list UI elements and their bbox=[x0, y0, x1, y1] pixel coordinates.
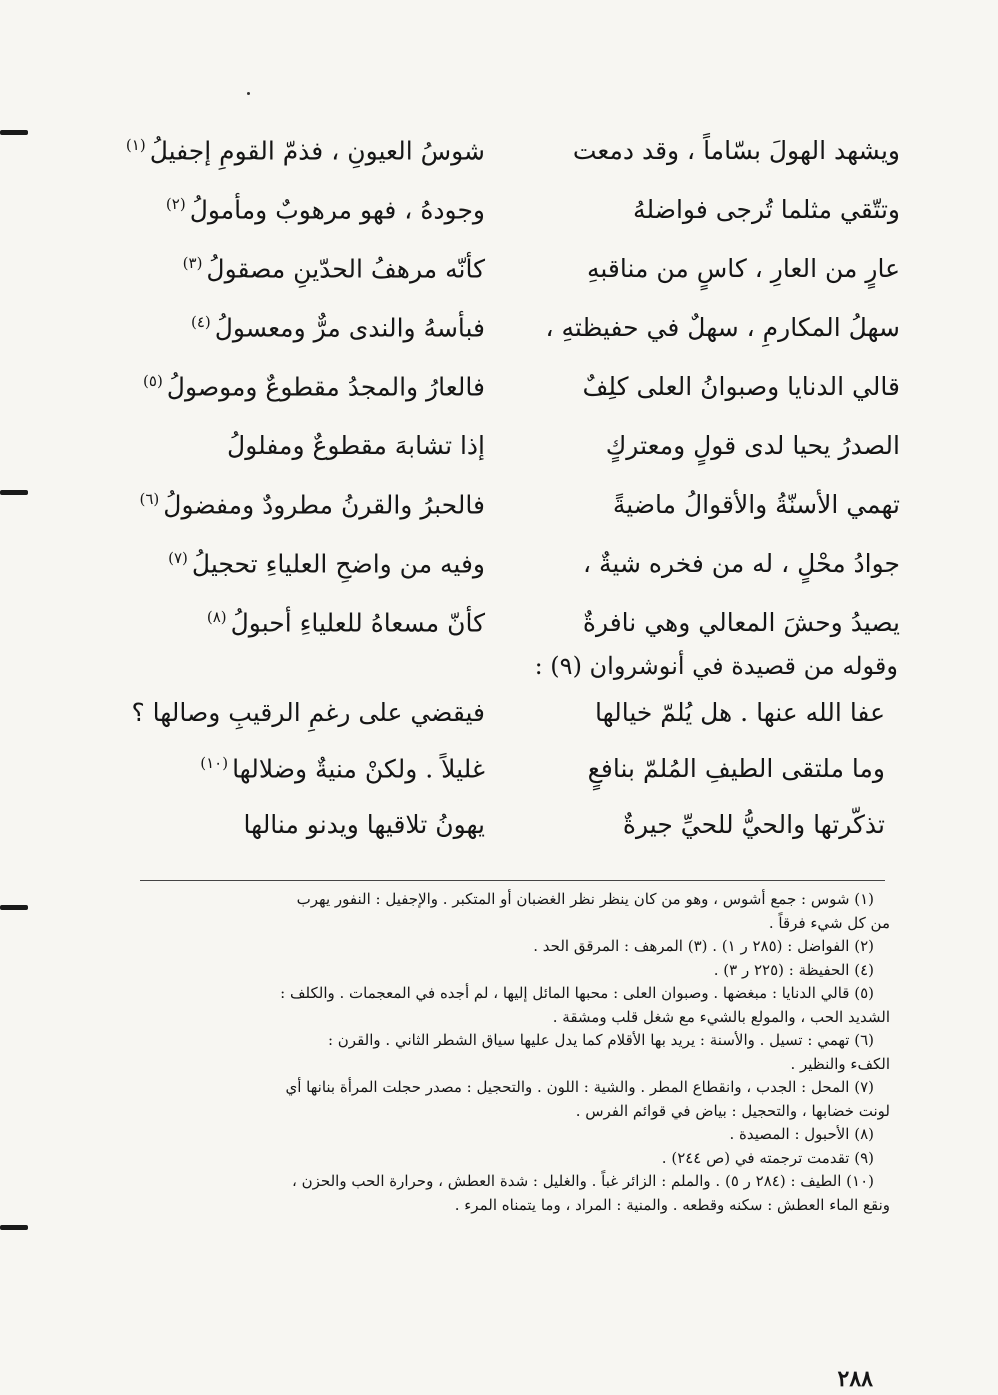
verse-first-hemistich: عارٍ من العارِ ، كاسٍ من مناقبهِ bbox=[586, 254, 900, 284]
footnote-line: لونت خضابها ، والتحجيل : بياض في قوائم الفرس . bbox=[575, 1101, 890, 1120]
footnote-ref: (١٠) bbox=[200, 754, 229, 772]
footnote-line: (١) شوس : جمع أشوس ، وهو من كان ينظر نظر الغضبان أو المتكبر . والإجفيل : النفور يهرب bbox=[296, 890, 874, 908]
footnote-ref: (٨) bbox=[206, 608, 227, 626]
verse-second-hemistich bbox=[150, 812, 485, 837]
footnote-line: من كل شيء فرقاً . bbox=[768, 913, 890, 932]
margin-mark bbox=[0, 1225, 28, 1230]
verse-first-hemistich: الصدرُ يحيا لدى قولٍ ومعتركٍ bbox=[605, 431, 900, 460]
verse-line bbox=[140, 492, 900, 551]
footnote-ref: (٦) bbox=[139, 490, 160, 508]
verse-first-hemistich: تذكّرتها والحيُّ للحيِّ جيرةٌ bbox=[622, 810, 885, 839]
verse-text: شوسُ العيونِ ، فذمّ القومِ إجفيلُ bbox=[149, 136, 485, 166]
poem-block bbox=[125, 136, 900, 669]
verse-text: فالعارُ والمجدُ مقطوعٌ وموصولُ bbox=[166, 372, 485, 402]
footnote-line: الكفء والنظير . bbox=[790, 1054, 890, 1073]
footnote-line: (٦) تهمي : تسيل . والأسنة : يريد بها الأقلام كما يدل عليها سياق الشطر الثاني . والقرن : bbox=[327, 1031, 874, 1049]
verse-second-hemistich bbox=[140, 372, 485, 402]
footnote-line: (٢) الفواضل : (٢٨٥ ر ١) . (٣) المرهف : المرقق الحد . bbox=[533, 937, 874, 955]
verse-second-hemistich bbox=[140, 195, 485, 225]
verse-line bbox=[150, 812, 885, 868]
verse-second-hemistich bbox=[140, 608, 485, 638]
verse-second-hemistich bbox=[131, 698, 485, 727]
verse-text: إذا تشابهَ مقطوعٌ ومفلولُ bbox=[227, 431, 485, 460]
footnote-ref: (٧) bbox=[168, 549, 188, 567]
footnote-ref: (١) bbox=[125, 136, 146, 154]
verse-text: وجودهُ ، فهو مرهوبٌ ومأمولُ bbox=[189, 195, 485, 225]
verse-text: كأنّ مسعاهُ للعلياءِ أحبولُ bbox=[230, 608, 485, 638]
verse-text: وفيه من واضحِ العلياءِ تحجيلُ bbox=[191, 549, 485, 579]
verse-first-hemistich: وتتّقي مثلما تُرجى فواضلهُ bbox=[633, 195, 900, 225]
verse-second-hemistich bbox=[140, 549, 485, 579]
verse-line bbox=[140, 374, 900, 433]
verse-line bbox=[140, 315, 900, 374]
footnote-ref: (٢) bbox=[165, 195, 186, 213]
verse-text: فيقضي على رغمِ الرقيبِ وصالها ؟ bbox=[131, 698, 485, 727]
verse-first-hemistich: قالي الدنايا وصبوانُ العلى كلِفٌ bbox=[582, 372, 900, 402]
verse-line bbox=[140, 256, 900, 315]
verse-text: فالحبرُ والقرنُ مطرودٌ ومفضولُ bbox=[163, 490, 485, 520]
verse-first-hemistich: ويشهد الهولَ بسّاماً ، وقد دمعت bbox=[572, 136, 900, 166]
verse-first-hemistich: جوادُ محْلٍ ، له من فخره شيةٌ ، bbox=[583, 549, 900, 579]
footnote-ref: (٥) bbox=[143, 372, 163, 390]
verse-text: غليلاً . ولكنْ منيةٌ وضلالها bbox=[232, 754, 485, 784]
verse-first-hemistich: عفا الله عنها . هل يُلمّ خيالها bbox=[594, 698, 885, 727]
verse-second-hemistich bbox=[140, 254, 485, 284]
footnote-line: الشديد الحب ، والمولع بالشيء مع شغل قلب ومشقة . bbox=[552, 1007, 890, 1026]
verse-second-hemistich bbox=[140, 433, 485, 458]
verse-second-hemistich bbox=[139, 490, 485, 520]
footnote-ref: (٣) bbox=[182, 254, 203, 272]
verse-text: يهونُ تلاقيها ويدنو منالها bbox=[243, 810, 485, 839]
footnote-ref: (٤) bbox=[190, 313, 211, 331]
verse-second-hemistich bbox=[150, 754, 485, 784]
poem-block-2 bbox=[131, 698, 885, 868]
verse-line bbox=[140, 433, 900, 492]
margin-mark bbox=[0, 905, 28, 910]
verse-second-hemistich bbox=[125, 136, 485, 166]
verse-second-hemistich bbox=[140, 313, 485, 343]
verse-line bbox=[140, 197, 900, 256]
verse-line bbox=[140, 551, 900, 610]
verse-text: كأنّه مرهفُ الحدّينِ مصقولُ bbox=[206, 254, 485, 284]
footnote-line: ونقع الماء العطش : سكنه وقطعه . والمنية : المراد ، وما يتمناه المرء . bbox=[454, 1195, 890, 1214]
footnote-line: (٤) الحفيظة : (٢٢٥ ر ٣) . bbox=[713, 960, 874, 979]
verse-line bbox=[150, 756, 885, 812]
margin-mark bbox=[0, 130, 28, 135]
verse-first-hemistich: وما ملتقى الطيفِ المُلمّ بنافعٍ bbox=[587, 754, 885, 784]
verse-line bbox=[131, 698, 885, 756]
verse-text: فبأسهُ والندى مرٌّ ومعسولُ bbox=[214, 313, 485, 343]
footnote-line: (٩) تقدمت ترجمته في (ص ٢٤٤) . bbox=[661, 1148, 874, 1167]
intro-line: وقوله من قصيدة في أنوشروان (٩) : bbox=[534, 652, 898, 680]
footnote-line: (١٠) الطيف : (٢٨٤ ر ٥) . والملم : الزائر غباً . والغليل : شدة العطش ، وحرارة الحب والحزن ، bbox=[292, 1172, 874, 1190]
footnote-rule bbox=[140, 880, 885, 881]
ink-dot bbox=[247, 92, 250, 95]
footnote-line: (٧) المحل : الجدب ، وانقطاع المطر . والشية : اللون . والتحجيل : مصدر حجلت المرأة بنانها أي bbox=[285, 1078, 874, 1096]
verse-line bbox=[125, 136, 900, 197]
page-number: ٢٨٨ bbox=[837, 1366, 873, 1392]
footnotes bbox=[135, 888, 890, 1217]
verse-first-hemistich: تهمي الأسنّةُ والأقوالُ ماضيةً bbox=[612, 490, 900, 520]
footnote-line: (٥) قالي الدنايا : مبغضها . وصبوان العلى : محبها المائل إليها ، لم أجده في المعجمات . والكلف : bbox=[280, 984, 874, 1002]
margin-mark bbox=[0, 490, 28, 495]
footnote-line: (٨) الأحبول : المصيدة . bbox=[729, 1125, 874, 1143]
verse-first-hemistich: سهلُ المكارمِ ، سهلٌ في حفيظتهِ ، bbox=[545, 313, 900, 343]
verse-first-hemistich: يصيدُ وحشَ المعالي وهي نافرةٌ bbox=[582, 608, 900, 638]
